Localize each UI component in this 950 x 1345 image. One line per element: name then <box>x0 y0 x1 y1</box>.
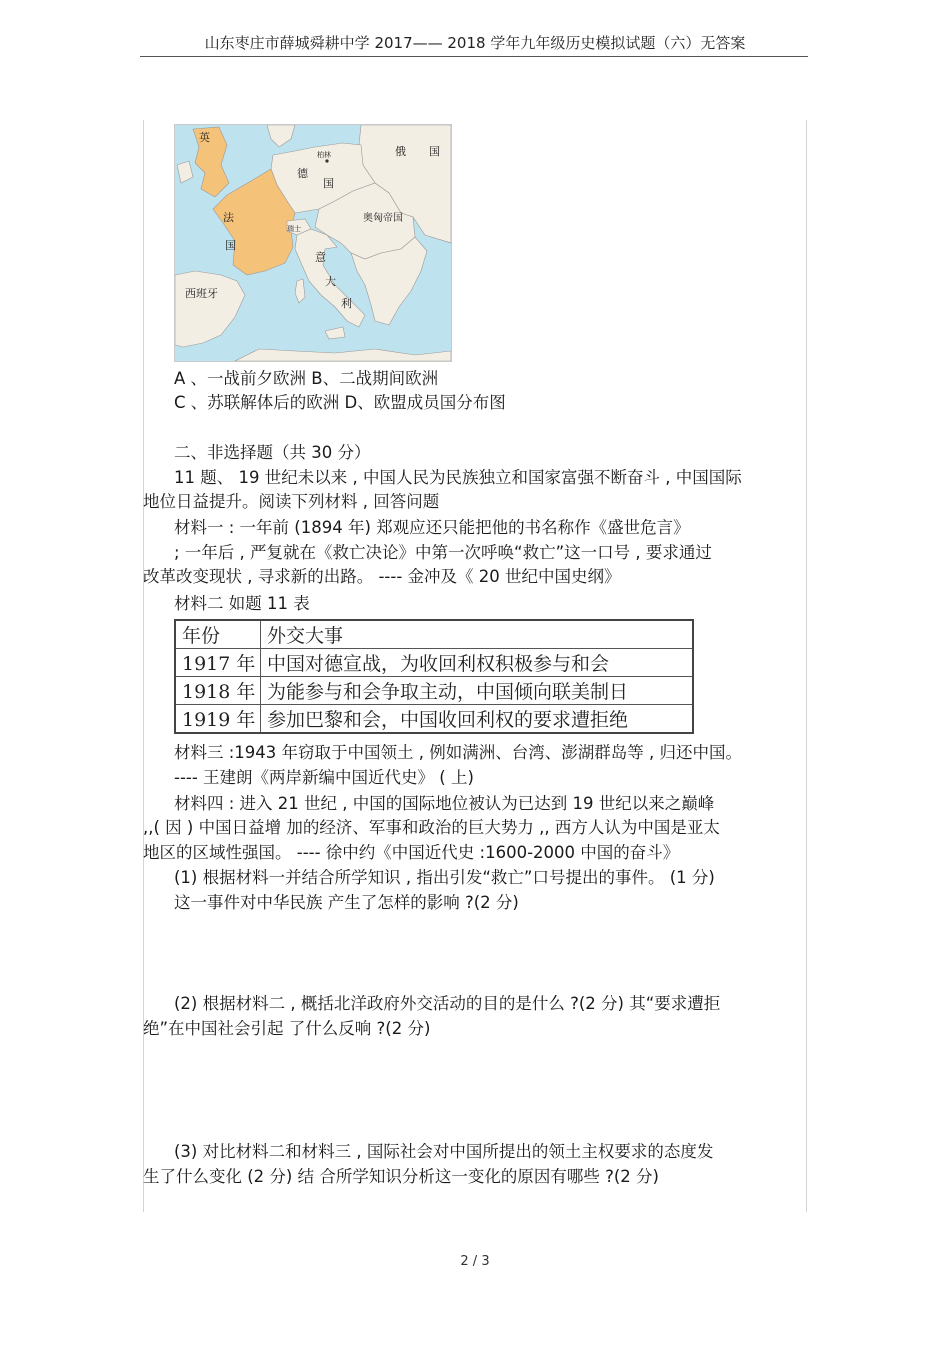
table-cell-event: 参加巴黎和会，中国收回利权的要求遭拒绝 <box>261 705 694 734</box>
q11-intro-line-1: 11 题、 19 世纪未以来 , 中国人民为民族独立和国家富强不断奋斗 , 中国国际 <box>174 468 742 487</box>
material-3-line-2: ---- 王建朗《两岸新编中国近代史》 ( 上) <box>174 768 474 787</box>
option-line-1: A 、一战前夕欧洲 B、二战期间欧洲 <box>174 369 439 388</box>
table-row <box>175 705 693 734</box>
page-number: 2 / 3 <box>460 1254 490 1269</box>
map-label-germany-2: 国 <box>323 177 334 190</box>
material-1-line-2: ; 一年后 , 严复就在《救亡决论》中第一次呼唤“救亡”这一口号 , 要求通过 <box>174 543 712 562</box>
europe-map-image <box>174 124 452 362</box>
right-margin-line <box>806 120 807 1212</box>
map-label-italy-3: 利 <box>341 297 352 310</box>
material-4-line-3: 地区的区域性强国。 ---- 徐中约《中国近代史 :1600-2000 中国的奋斗》 <box>143 843 680 862</box>
header-rule <box>140 56 808 57</box>
question-1-line-2: 这一事件对中华民族 产生了怎样的影响 ?(2 分) <box>174 893 519 912</box>
left-margin-line <box>143 120 144 1212</box>
table-row <box>175 649 693 677</box>
table-header-row <box>175 620 693 649</box>
table-row <box>175 677 693 705</box>
question-3-line-2: 生了什么变化 (2 分) 结 合所学知识分析这一变化的原因有哪些 ?(2 分) <box>143 1167 659 1186</box>
table-cell-event: 中国对德宣战，为收回利权积极参与和会 <box>261 649 694 677</box>
map-label-france-2: 国 <box>225 239 236 252</box>
map-label-uk: 英 <box>199 131 210 144</box>
material-1-line-1: 材料一 : 一年前 (1894 年) 郑观应还只能把他的书名称作《盛世危言》 <box>174 518 690 537</box>
map-label-spain: 西班牙 <box>185 287 218 300</box>
map-label-germany: 德 <box>297 167 308 180</box>
map-label-switzerland: 瑞士 <box>287 225 301 233</box>
material-3-line-1: 材料三 :1943 年窃取于中国领土 , 例如满洲、台湾、澎湖群岛等 , 归还中国。 <box>174 743 743 762</box>
map-label-italy-2: 大 <box>325 275 336 288</box>
material-1-line-3: 改革改变现状 , 寻求新的出路。 ---- 金冲及《 20 世纪中国史纲》 <box>143 567 621 586</box>
material-2-title: 材料二 如题 11 表 <box>174 594 310 613</box>
table-cell-event: 为能参与和会争取主动，中国倾向联美制日 <box>261 677 694 705</box>
diplomatic-events-table <box>174 619 694 734</box>
q11-intro-line-2: 地位日益提升。阅读下列材料 , 回答问题 <box>143 492 440 511</box>
question-1-line-1: (1) 根据材料一并结合所学知识 , 指出引发“救亡”口号提出的事件。 (1 分) <box>174 868 715 887</box>
table-cell-year: 1918 年 <box>175 677 261 705</box>
section-title: 二、非选择题（共 30 分） <box>174 443 371 462</box>
question-2-line-2: 绝”在中国社会引起 了什么反响 ?(2 分) <box>143 1019 431 1038</box>
table-header-event: 外交大事 <box>261 620 694 649</box>
map-label-russia-2: 国 <box>429 145 440 158</box>
map-label-italy: 意 <box>315 251 326 264</box>
material-4-line-2: ,,( 因 ) 中国日益增 加的经济、军事和政治的巨大势力 ,, 西方人认为中国是亚太 <box>143 818 720 837</box>
option-line-2: C 、苏联解体后的欧洲 D、欧盟成员国分布图 <box>174 393 506 412</box>
material-4-line-1: 材料四 : 进入 21 世纪 , 中国的国际地位被认为已达到 19 世纪以来之巅峰 <box>174 794 715 813</box>
map-label-france: 法 <box>223 211 234 224</box>
question-2-line-1: (2) 根据材料二 , 概括北洋政府外交活动的目的是什么 ?(2 分) 其“要求遭拒 <box>174 994 721 1013</box>
map-label-berlin: 柏林 <box>317 151 331 159</box>
page-header: 山东枣庄市薛城舜耕中学 2017—— 2018 学年九年级历史模拟试题（六）无答案 <box>204 34 746 52</box>
table-cell-year: 1917 年 <box>175 649 261 677</box>
table-header-year: 年份 <box>175 620 261 649</box>
map-label-austria-hungary: 奥匈帝国 <box>363 213 403 224</box>
question-3-line-1: (3) 对比材料二和材料三 , 国际社会对中国所提出的领土主权要求的态度发 <box>174 1142 714 1161</box>
map-label-russia: 俄 <box>395 145 406 158</box>
table-cell-year: 1919 年 <box>175 705 261 734</box>
